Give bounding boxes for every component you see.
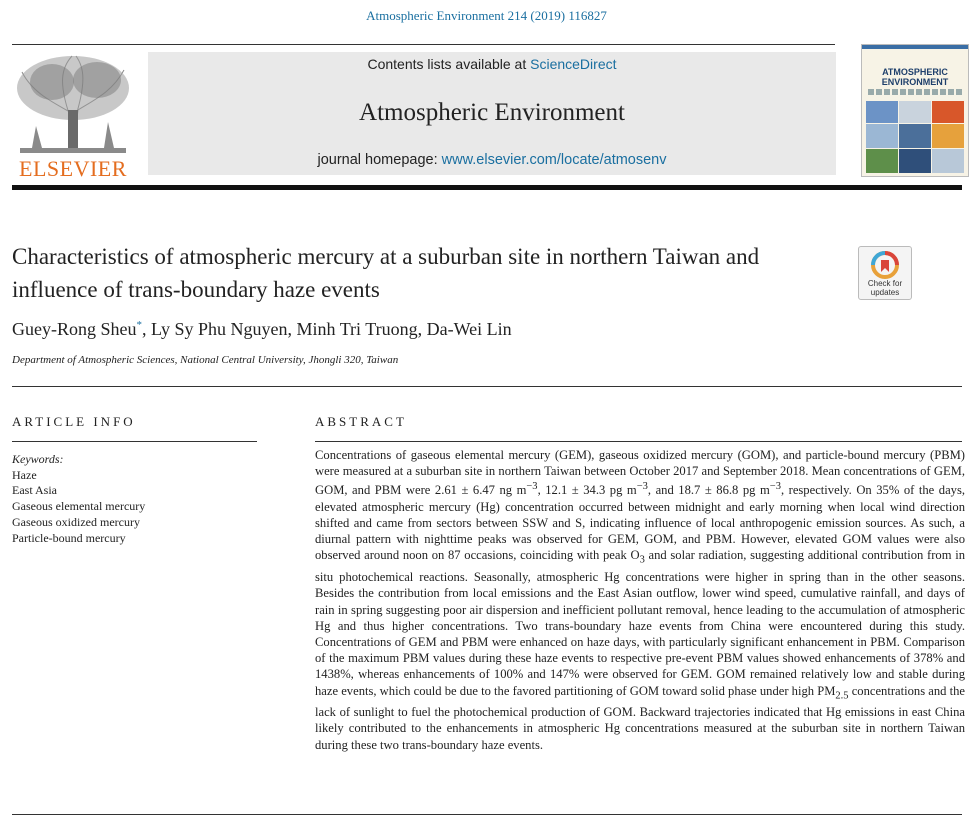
journal-homepage-link[interactable]: www.elsevier.com/locate/atmosenv <box>441 152 667 168</box>
homepage-prefix: journal homepage: <box>317 152 442 168</box>
keyword-item: East Asia <box>12 483 57 498</box>
journal-citation[interactable]: Atmospheric Environment 214 (2019) 116827 <box>366 8 607 23</box>
cover-title <box>862 67 968 87</box>
author-name-first[interactable]: Guey-Rong Sheu <box>12 319 137 339</box>
crossmark-icon <box>871 251 899 279</box>
abstract-segment: concentrations and the lack of sunlight to fuel the photochemical production of GOM. Backward trajectories indicated that Hg emissions in east China likely contributed to the enhancements in atmospheric Hg concentrations measured at the suburban site in northern Taiwan during these two trans-boundary haze events. <box>315 683 965 752</box>
keywords-label: Keywords: <box>12 452 64 466</box>
keywords-block <box>12 452 145 546</box>
journal-cover-thumbnail[interactable] <box>861 44 969 177</box>
journal-banner <box>12 44 962 179</box>
author-affiliation: Department of Atmospheric Sciences, National Central University, Jhongli 320, Taiwan <box>12 354 399 366</box>
cover-title-line1: ATMOSPHERIC <box>882 67 948 77</box>
contents-line <box>148 56 836 72</box>
abstract-segment: , and 18.7 ± 86.8 pg m <box>647 483 770 498</box>
article-info-rule <box>12 441 257 442</box>
author-names-rest: , Ly Sy Phu Nguyen, Minh Tri Truong, Da-Wei Lin <box>142 319 512 339</box>
journal-title[interactable]: Atmospheric Environment <box>359 99 625 126</box>
crossmark-label-line2: updates <box>870 288 900 297</box>
corresponding-author-mark[interactable]: * <box>136 319 142 331</box>
cover-subtitle-lines <box>868 89 962 95</box>
contents-prefix: Contents lists available at <box>367 56 531 72</box>
bottom-rule <box>12 814 962 815</box>
author-list <box>12 319 512 340</box>
abstract-segment: , 12.1 ± 34.3 pg m <box>537 483 637 498</box>
abstract-superscript: −3 <box>526 481 538 493</box>
abstract-segment: and solar radiation, suggesting additional contribution from in situ photochemical reactions. Seasonally, atmospheric Hg concentrations were higher in spring than in the other seasons. Besides the contribution from local emissions and the East Asian outflow, lower wind speed, cumulative rainfall, and days of rain in spring suggesting poor air dispersion and inefficient pollutant removal, hence leading to the accumulation of atmospheric Hg and thus higher concentrations. Two trans-boundary haze events from China were encountered during this study. Concentrations of GEM and PBM were enhanced on haze days, with particularly significant enhancement in PBM. Comparison of the maximum PBM values during these haze events to respective pre-event PBM values showed enhancements of 378% and 1438%, whereas enhancements of 100% and 147% were observed for GEM. GOM remained relatively low and stable during haze events, which could be due to the favored partitioning of GOM toward solid phase under high PM <box>315 548 965 698</box>
abstract-segment: , respectively. On 35% of the days, elevated atmospheric mercury (Hg) concentration occurred between midnight and early morning when local wind direction shifted and came from sectors between SSW and S, indicating influence of local anthropogenic emission sources. As such, a diurnal pattern with nighttime peaks was observed for GEM, GOM, and PBM. However, elevated GOM values were also observed around noon on 87 occasions, coinciding with peak O <box>315 483 966 563</box>
cover-top-band <box>862 45 968 49</box>
sciencedirect-link[interactable]: ScienceDirect <box>530 56 617 72</box>
article-title: Characteristics of atmospheric mercury at a suburban site in northern Taiwan and influence of trans-boundary haze events <box>12 244 760 302</box>
abstract-heading: ABSTRACT <box>315 414 407 429</box>
keyword-item: Gaseous oxidized mercury <box>12 514 140 529</box>
keyword-item: Particle-bound mercury <box>12 530 126 545</box>
abstract-segment: Concentrations of gaseous elemental mercury (GEM), gaseous oxidized mercury (GOM), and particle-bound mercury (PBM) were measured at a suburban site in northern Taiwan between October 2017 and September 2018. Mean concentrations of GEM, GOM, and PBM were 2.61 ± 6.47 ng m <box>315 448 965 498</box>
publisher-name: ELSEVIER <box>19 156 127 181</box>
elsevier-logo[interactable] <box>12 52 134 180</box>
keyword-item: Gaseous elemental mercury <box>12 499 146 514</box>
abstract-text <box>315 447 965 753</box>
cover-title-line2: ENVIRONMENT <box>881 77 949 87</box>
keyword-item: Haze <box>12 467 37 482</box>
abstract-superscript: −3 <box>636 481 648 493</box>
article-info-heading: ARTICLE INFO <box>12 414 136 429</box>
check-for-updates-badge[interactable] <box>858 246 912 300</box>
homepage-line <box>148 152 836 168</box>
elsevier-tree-icon <box>12 52 134 156</box>
abstract-subscript: 3 <box>639 554 645 566</box>
section-divider <box>12 386 962 387</box>
abstract-subscript: 2.5 <box>835 690 849 702</box>
crossmark-label-line1: Check for <box>867 279 903 288</box>
abstract-superscript: −3 <box>769 481 781 493</box>
journal-masthead <box>148 52 836 175</box>
crossmark-label <box>859 279 911 297</box>
abstract-rule <box>315 441 962 442</box>
header-thick-rule <box>12 185 962 190</box>
cover-photo-mosaic-icon <box>866 101 964 173</box>
